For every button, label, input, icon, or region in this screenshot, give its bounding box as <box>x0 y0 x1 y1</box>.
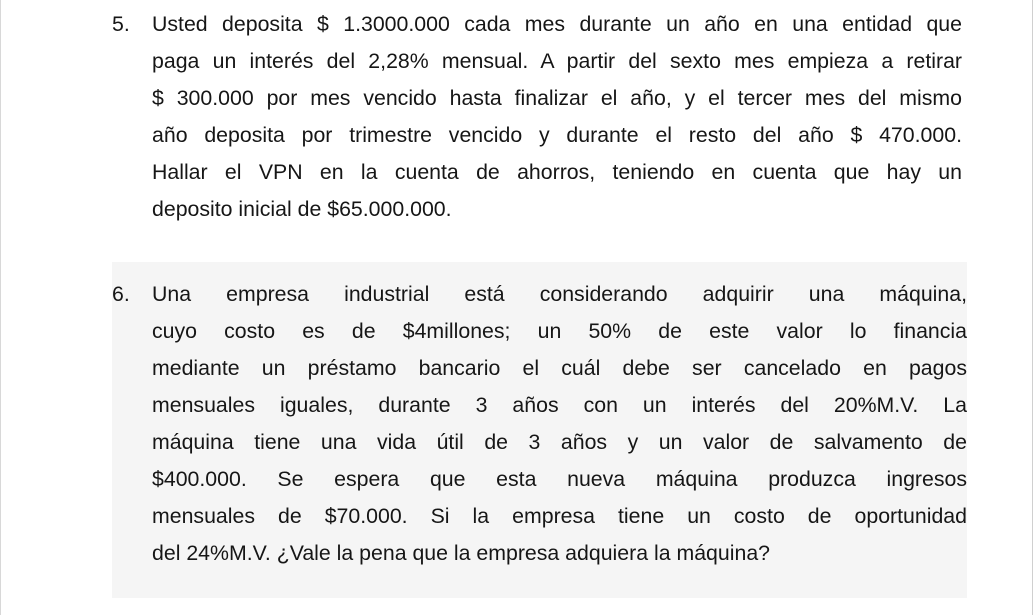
problem-5 <box>112 6 962 228</box>
problem-line <box>112 313 967 350</box>
problem-line <box>112 80 962 117</box>
problem-line <box>112 276 967 313</box>
problem-line <box>112 117 962 154</box>
problem-text-line: Usted deposita $ 1.3000.000 cada mes durante un año en una entidad que <box>152 12 962 36</box>
problem-text-line: mediante un préstamo bancario el cuál debe ser cancelado en pagos <box>152 356 967 380</box>
problem-text-line: del 24%M.V. ¿Vale la pena que la empresa adquiera la máquina? <box>152 541 771 565</box>
problem-line <box>112 424 967 461</box>
problem-text-line: Hallar el VPN en la cuenta de ahorros, teniendo en cuenta que hay un <box>152 160 962 184</box>
problem-text-line: año deposita por trimestre vencido y durante el resto del año $ 470.000. <box>152 123 962 147</box>
problem-line <box>112 350 967 387</box>
problem-line <box>112 461 967 498</box>
problem-text-line: cuyo costo es de $4millones; un 50% de este valor lo financia <box>152 319 967 343</box>
problem-6 <box>112 262 967 598</box>
problem-text-line: $400.000. Se espera que esta nueva máquina produzca ingresos <box>152 467 967 491</box>
problem-line <box>112 387 967 424</box>
problem-text-line: deposito inicial de $65.000.000. <box>152 197 452 221</box>
problem-line <box>112 154 962 191</box>
problem-text-line: Una empresa industrial está considerando adquirir una máquina, <box>152 282 967 306</box>
problem-line <box>112 43 962 80</box>
problem-line <box>112 535 967 572</box>
problem-text-line: $ 300.000 por mes vencido hasta finalizar el año, y el tercer mes del mismo <box>152 86 962 110</box>
problem-line <box>112 191 962 228</box>
problem-text-line: paga un interés del 2,28% mensual. A partir del sexto mes empieza a retirar <box>152 49 962 73</box>
problem-number: 6. <box>112 282 130 306</box>
problem-line <box>112 6 962 43</box>
problem-text-line: máquina tiene una vida útil de 3 años y un valor de salvamento de <box>152 430 967 454</box>
problem-text-line: mensuales iguales, durante 3 años con un interés del 20%M.V. La <box>152 393 967 417</box>
page-edge-left <box>0 0 1 615</box>
problem-number: 5. <box>112 12 130 36</box>
problem-text-line: mensuales de $70.000. Si la empresa tiene un costo de oportunidad <box>152 504 967 528</box>
problem-line <box>112 498 967 535</box>
